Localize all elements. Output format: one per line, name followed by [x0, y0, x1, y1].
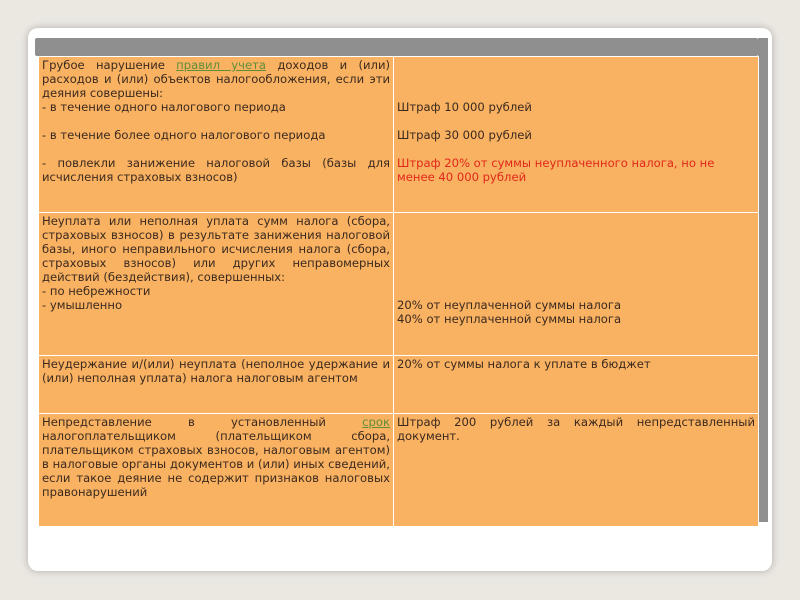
penalties-table — [38, 56, 759, 527]
penalty-text-highlight: Штраф 20% от суммы неуплаченного налога, но не менее 40 000 рублей — [397, 156, 715, 184]
deadline-link[interactable]: срок — [362, 415, 390, 429]
penalty-cell — [394, 356, 759, 414]
violation-cell — [39, 414, 394, 527]
penalty-cell — [394, 213, 759, 356]
list-item: - повлекли занижение налоговой базы (базы для исчисления страховых взносов) — [42, 156, 390, 184]
table-row — [39, 356, 759, 414]
penalty-text: Штраф 10 000 рублей — [397, 100, 532, 114]
list-item: - по небрежности — [42, 284, 151, 298]
slide-side-bar — [758, 38, 768, 522]
penalty-text: Штраф 30 000 рублей — [397, 128, 532, 142]
slide-header-bar — [35, 38, 758, 56]
violation-cell — [39, 57, 394, 213]
penalty-cell — [394, 414, 759, 527]
penalty-text: 20% от суммы налога к уплате в бюджет — [397, 357, 651, 371]
cell-text: Неудержание и/(или) неуплата (неполное удержание и (или) неполная уплата) налога налоговым агентом — [42, 357, 390, 385]
table-row — [39, 414, 759, 527]
rules-link[interactable]: правил учета — [176, 58, 267, 72]
violation-cell — [39, 356, 394, 414]
penalty-cell — [394, 57, 759, 213]
list-item: - в течение одного налогового периода — [42, 100, 286, 114]
penalty-text: Штраф 200 рублей за каждый непредставленный документ. — [397, 415, 755, 443]
list-item: - в течение более одного налогового периода — [42, 128, 326, 142]
table-row — [39, 213, 759, 356]
cell-text: Неуплата или неполная уплата сумм налога (сбора, страховых взносов) в результате занижения налоговой базы, иного неправильного исчисления налога (сбора, страховых взносов) или других неправомерных действий (бездействия), совершенных: — [42, 214, 390, 284]
table-row — [39, 57, 759, 213]
cell-text: доходов и (или) расходов и (или) объектов налогообложения, если эти деяния совершены: — [42, 58, 390, 100]
cell-text: налогоплательщиком (плательщиком сбора, плательщиком страховых взносов, налоговым агентом) в налоговые органы документов и (или) иных сведений, если такое деяние не содержит признаков налоговых правонарушений — [42, 429, 390, 499]
list-item: - умышленно — [42, 298, 123, 312]
violation-cell — [39, 213, 394, 356]
cell-text: Непредставление в установленный — [42, 415, 363, 429]
cell-text: Грубое нарушение — [42, 58, 177, 72]
penalty-text: 40% от неуплаченной суммы налога — [397, 312, 622, 326]
penalty-text: 20% от неуплаченной суммы налога — [397, 298, 622, 312]
